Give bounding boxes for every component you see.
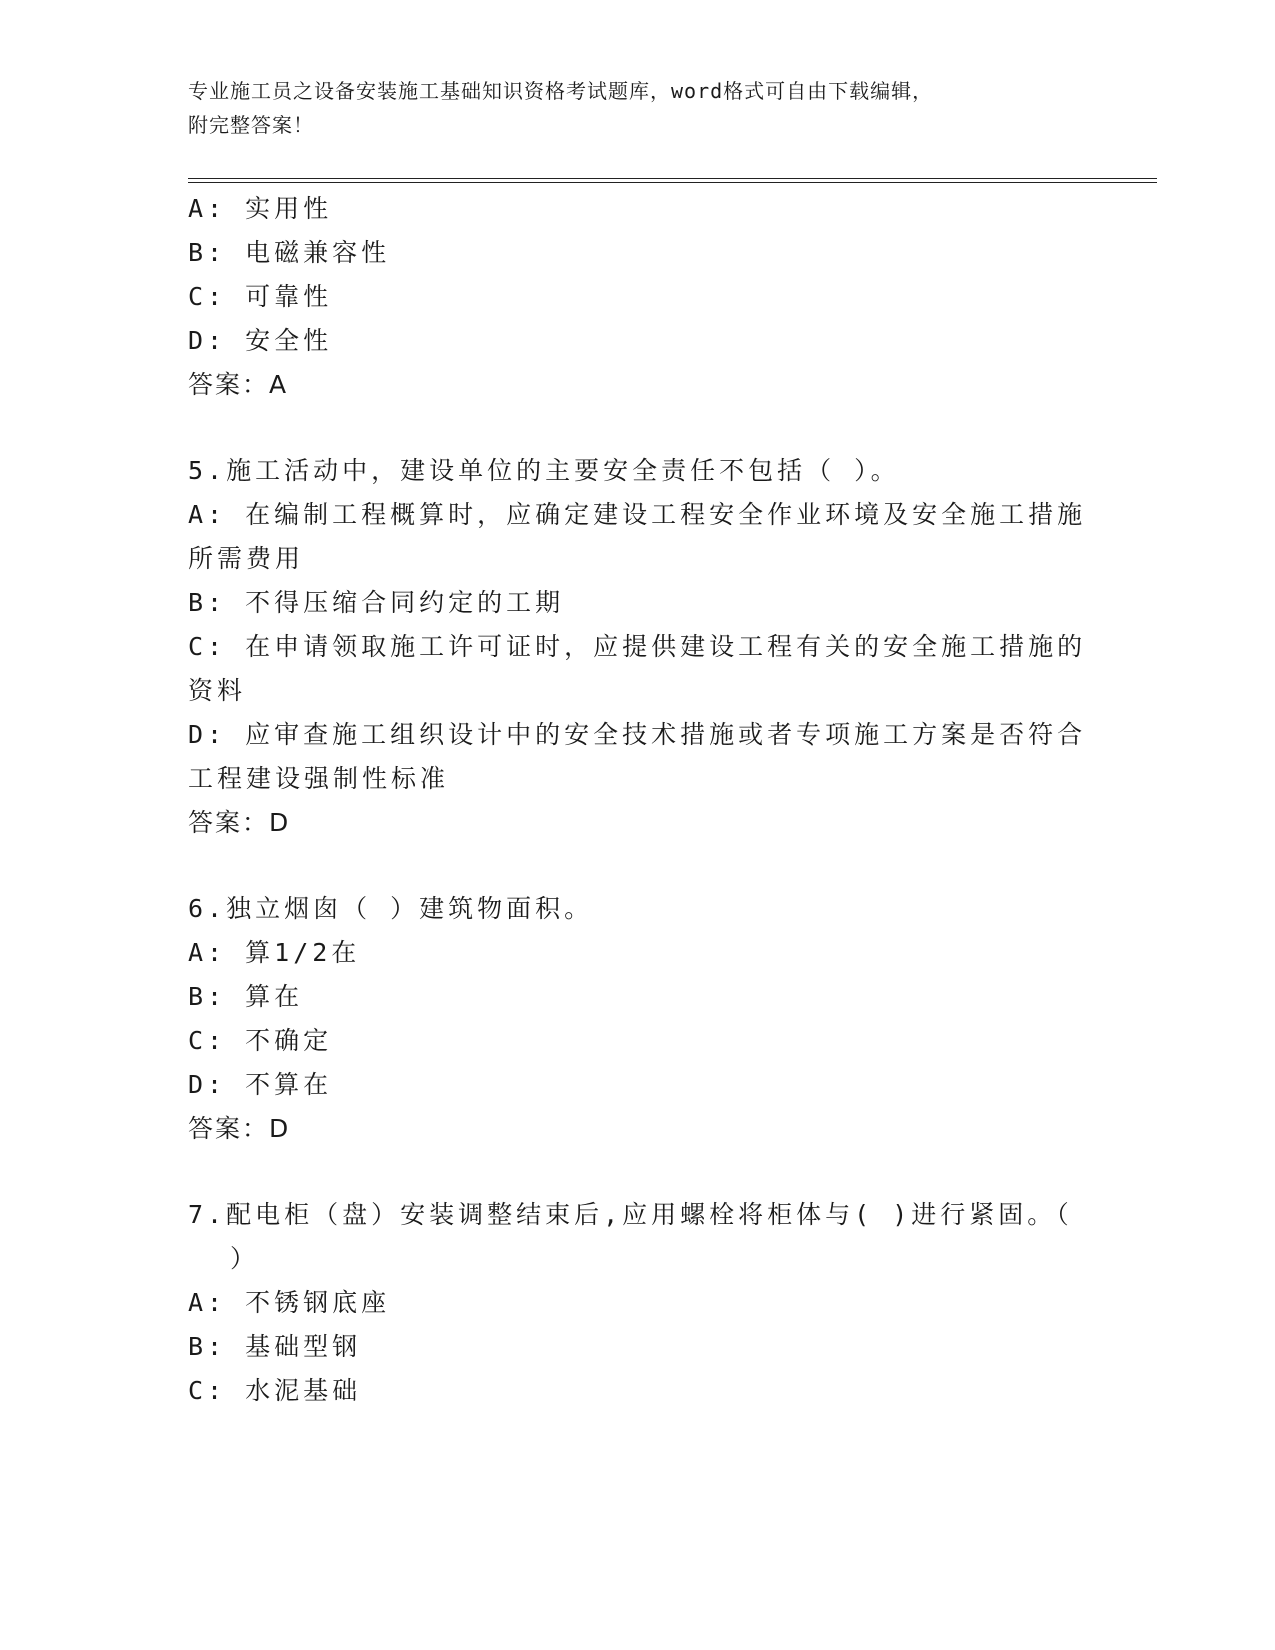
q6-answer: 答案：D <box>188 1114 291 1143</box>
q4-option-b: B: 电磁兼容性 <box>188 238 391 267</box>
q5-option-a-continued: 所需费用 <box>188 544 305 573</box>
q5-option-c-continued: 资料 <box>188 676 247 705</box>
q6-option-a: A: 算1/2在 <box>188 938 361 967</box>
header-divider <box>188 178 1157 183</box>
q5-option-d: D: 应审查施工组织设计中的安全技术措施或者专项施工方案是否符合 <box>188 720 1087 749</box>
q5-option-a: A: 在编制工程概算时，应确定建设工程安全作业环境及安全施工措施 <box>188 500 1087 529</box>
q6-question: 6.独立烟囱（ ）建筑物面积。 <box>188 894 594 923</box>
q5-question: 5.施工活动中，建设单位的主要安全责任不包括（ ）。 <box>188 456 900 485</box>
q5-answer: 答案：D <box>188 808 291 837</box>
document-header <box>188 74 1068 142</box>
q7-question-continued: ） <box>230 1244 260 1273</box>
q4-option-a: A: 实用性 <box>188 194 333 223</box>
q7-option-c: C: 水泥基础 <box>188 1376 362 1405</box>
q4-answer: 答案：A <box>188 370 289 399</box>
header-title-line-continued: 附完整答案！ <box>188 113 314 137</box>
q6-option-b: B: 算在 <box>188 982 304 1011</box>
q6-option-c: C: 不确定 <box>188 1026 333 1055</box>
q5-option-d-continued: 工程建设强制性标准 <box>188 764 450 793</box>
q4-option-d: D: 安全性 <box>188 326 333 355</box>
q4-option-c: C: 可靠性 <box>188 282 333 311</box>
q7-option-a: A: 不锈钢底座 <box>188 1288 391 1317</box>
q7-question: 7.配电柜（盘）安装调整结束后,应用螺栓将柜体与( )进行紧固。（ <box>188 1200 1073 1229</box>
q6-option-d: D: 不算在 <box>188 1070 333 1099</box>
header-title-line: 专业施工员之设备安装施工基础知识资格考试题库，word格式可自由下载编辑， <box>188 79 934 103</box>
q5-option-b: B: 不得压缩合同约定的工期 <box>188 588 565 617</box>
q5-option-c: C: 在申请领取施工许可证时，应提供建设工程有关的安全施工措施的 <box>188 632 1087 661</box>
q7-option-b: B: 基础型钢 <box>188 1332 362 1361</box>
